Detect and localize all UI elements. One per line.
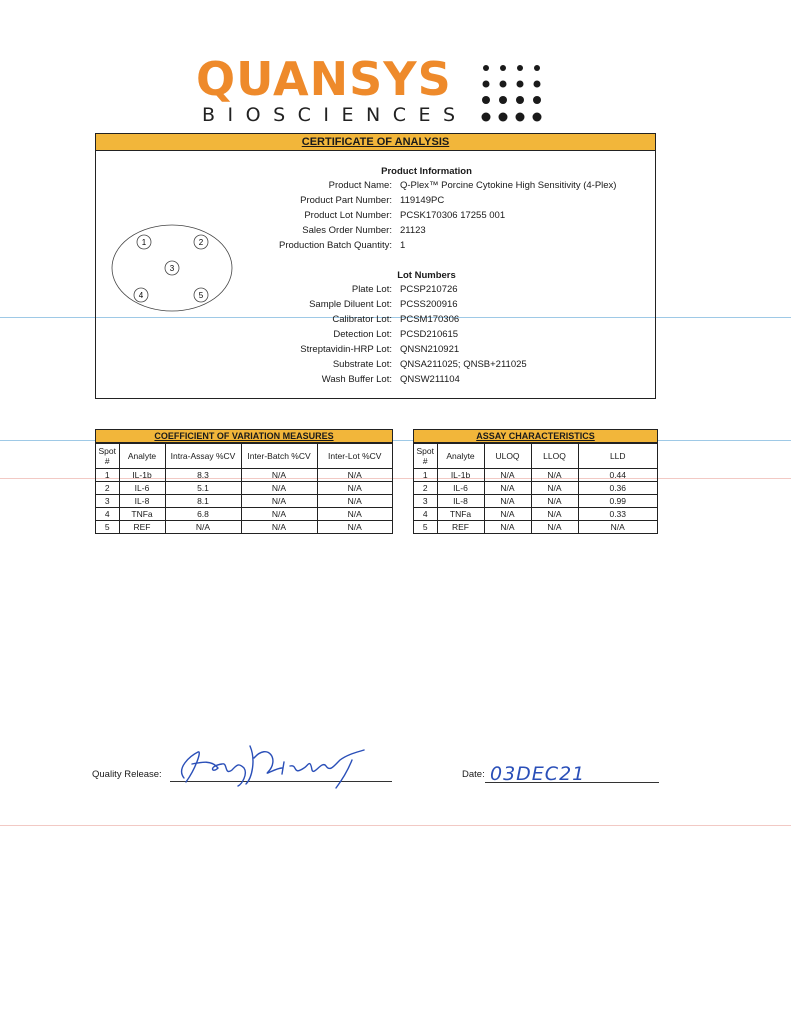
lot-number-row: Plate Lot: PCSP210726 [351, 284, 458, 295]
product-info-row: Product Lot Number: PCSK170306 17255 001 [304, 210, 506, 221]
product-info-row: Production Batch Quantity: 1 [278, 240, 406, 251]
column-header: Spot # [414, 444, 437, 469]
logo-subtitle: BIOSCIENCES [202, 104, 468, 126]
product-info-title: Product Information [381, 166, 472, 177]
signature-image [172, 738, 392, 790]
table-row: 3 IL-8 8.1 N/A N/A [96, 495, 392, 508]
column-header: LLOQ [531, 444, 578, 469]
date-label: Date: [462, 769, 485, 780]
cv-measures-table [95, 429, 393, 534]
date-value: 03DEC21 [490, 763, 586, 785]
table-row: 4 TNFa N/A N/A 0.33 [414, 508, 657, 521]
svg-text:2: 2 [198, 238, 204, 247]
certificate-box [95, 133, 656, 399]
column-header: Inter-Batch %CV [241, 444, 317, 469]
lot-numbers-title: Lot Numbers [397, 270, 456, 281]
svg-text:3: 3 [169, 264, 175, 273]
column-header: LLD [578, 444, 657, 469]
column-header: Analyte [437, 444, 484, 469]
spot-2 [194, 235, 208, 249]
lot-number-row: Wash Buffer Lot: QNSW211104 [321, 374, 460, 385]
logo-dots-icon [480, 62, 550, 124]
table-header-row [414, 444, 657, 469]
product-info-row: Sales Order Number: 21123 [302, 225, 426, 236]
certificate-title: CERTIFICATE OF ANALYSIS [96, 134, 655, 151]
spot-4 [134, 288, 148, 302]
scan-line [0, 825, 791, 826]
table-row: 5 REF N/A N/A N/A [414, 521, 657, 534]
product-info-row: Product Name: Q-Plex™ Porcine Cytokine High Sensitivity (4-Plex) [328, 180, 617, 191]
lot-number-row: Streptavidin-HRP Lot: QNSN210921 [300, 344, 460, 355]
spot-5 [194, 288, 208, 302]
plate-well-diagram [108, 222, 236, 314]
spot-1 [137, 235, 151, 249]
spot-3 [165, 261, 179, 275]
column-header: Inter-Lot %CV [317, 444, 392, 469]
assay-characteristics-table [413, 429, 658, 534]
quality-release-label: Quality Release: [92, 769, 162, 780]
lot-number-row: Sample Diluent Lot: PCSS200916 [309, 299, 458, 310]
column-header: ULOQ [484, 444, 531, 469]
column-header: Spot # [96, 444, 119, 469]
svg-text:5: 5 [198, 291, 204, 300]
table-row: 2 IL-6 5.1 N/A N/A [96, 482, 392, 495]
table-row: 5 REF N/A N/A N/A [96, 521, 392, 534]
svg-text:4: 4 [138, 291, 144, 300]
lot-number-row: Calibrator Lot: PCSM170306 [332, 314, 460, 325]
table-header-row [96, 444, 392, 469]
product-info-row: Product Part Number: 119149PC [300, 195, 445, 206]
lot-number-row: Detection Lot: PCSD210615 [333, 329, 459, 340]
table-row: 1 IL-1b N/A N/A 0.44 [414, 469, 657, 482]
column-header: Intra-Assay %CV [165, 444, 241, 469]
logo-wordmark: QUANSYS [196, 52, 452, 106]
column-header: Analyte [119, 444, 165, 469]
table-row: 4 TNFa 6.8 N/A N/A [96, 508, 392, 521]
table-row: 2 IL-6 N/A N/A 0.36 [414, 482, 657, 495]
assay-table-title: ASSAY CHARACTERISTICS [414, 430, 657, 443]
lot-number-row: Substrate Lot: QNSA211025; QNSB+211025 [332, 359, 527, 370]
company-logo [190, 50, 560, 130]
svg-text:1: 1 [141, 238, 147, 247]
cv-table-title: COEFFICIENT OF VARIATION MEASURES [96, 430, 392, 443]
table-row: 1 IL-1b 8.3 N/A N/A [96, 469, 392, 482]
table-row: 3 IL-8 N/A N/A 0.99 [414, 495, 657, 508]
